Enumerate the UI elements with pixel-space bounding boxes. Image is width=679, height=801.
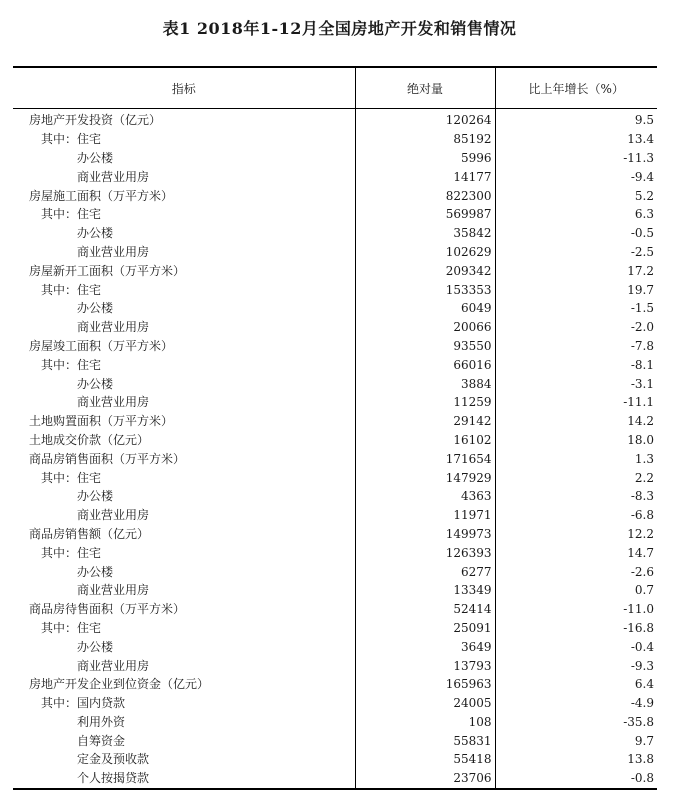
- row-label: 其中：住宅: [41, 357, 102, 372]
- row-absolute-value: 11259: [355, 393, 495, 412]
- row-label: 其中：住宅: [41, 545, 102, 560]
- row-growth-value: -35.8: [495, 713, 657, 732]
- row-absolute-value: 165963: [355, 675, 495, 694]
- row-label: 办公楼: [77, 226, 114, 241]
- row-growth-value: -7.8: [495, 337, 657, 356]
- row-label: 办公楼: [77, 301, 114, 316]
- table-row: [13, 581, 657, 600]
- table-row: [13, 619, 657, 638]
- row-absolute-value: 4363: [355, 487, 495, 506]
- table-row: [13, 525, 657, 544]
- row-absolute-value: 569987: [355, 205, 495, 224]
- row-label: 其中：住宅: [41, 470, 102, 485]
- row-label: 办公楼: [77, 564, 114, 579]
- row-label: 商业营业用房: [77, 658, 150, 673]
- row-growth-value: -11.3: [495, 149, 657, 168]
- row-absolute-value: 153353: [355, 280, 495, 299]
- table-row: [13, 393, 657, 412]
- table-row: [13, 261, 657, 280]
- table-row: [13, 750, 657, 769]
- row-growth-value: 14.2: [495, 412, 657, 431]
- table-row: [13, 167, 657, 186]
- table-row: [13, 205, 657, 224]
- row-growth-value: -0.5: [495, 224, 657, 243]
- row-label: 土地购置面积（万平方米）: [29, 414, 174, 429]
- table-row: [13, 449, 657, 468]
- row-label: 房屋施工面积（万平方米）: [29, 188, 174, 203]
- row-label: 商业营业用房: [77, 583, 150, 598]
- row-growth-value: -3.1: [495, 374, 657, 393]
- row-absolute-value: 55831: [355, 731, 495, 750]
- row-growth-value: 18.0: [495, 431, 657, 450]
- row-absolute-value: 171654: [355, 449, 495, 468]
- row-label: 办公楼: [77, 489, 114, 504]
- row-absolute-value: 25091: [355, 619, 495, 638]
- row-label: 房屋竣工面积（万平方米）: [29, 338, 174, 353]
- table-row: [13, 543, 657, 562]
- row-growth-value: 0.7: [495, 581, 657, 600]
- row-growth-value: 13.8: [495, 750, 657, 769]
- table-body: [13, 109, 657, 789]
- row-absolute-value: 822300: [355, 186, 495, 205]
- row-absolute-value: 102629: [355, 243, 495, 262]
- row-absolute-value: 11971: [355, 506, 495, 525]
- row-growth-value: 6.4: [495, 675, 657, 694]
- row-absolute-value: 85192: [355, 130, 495, 149]
- table-row: [13, 130, 657, 149]
- row-growth-value: 9.7: [495, 731, 657, 750]
- row-absolute-value: 20066: [355, 318, 495, 337]
- row-label: 办公楼: [77, 639, 114, 654]
- row-growth-value: -6.8: [495, 506, 657, 525]
- row-label: 其中：住宅: [41, 132, 102, 147]
- row-growth-value: 5.2: [495, 186, 657, 205]
- row-absolute-value: 16102: [355, 431, 495, 450]
- row-growth-value: -11.0: [495, 600, 657, 619]
- row-absolute-value: 126393: [355, 543, 495, 562]
- table-header: [13, 67, 657, 109]
- row-growth-value: -9.3: [495, 656, 657, 675]
- table-row: [13, 731, 657, 750]
- row-label: 商品房销售额（亿元）: [29, 526, 150, 541]
- row-absolute-value: 108: [355, 713, 495, 732]
- table-row: [13, 769, 657, 789]
- row-label: 商品房待售面积（万平方米）: [29, 602, 186, 617]
- row-growth-value: -2.0: [495, 318, 657, 337]
- row-absolute-value: 13793: [355, 656, 495, 675]
- table-row: [13, 506, 657, 525]
- row-label: 房屋新开工面积（万平方米）: [29, 263, 186, 278]
- table-row: [13, 637, 657, 656]
- table-row: [13, 149, 657, 168]
- row-absolute-value: 3649: [355, 637, 495, 656]
- row-growth-value: 17.2: [495, 261, 657, 280]
- row-absolute-value: 23706: [355, 769, 495, 789]
- row-label: 商业营业用房: [77, 395, 150, 410]
- row-label: 商业营业用房: [77, 320, 150, 335]
- row-growth-value: 13.4: [495, 130, 657, 149]
- table-title: 表1 2018年1-12月全国房地产开发和销售情况: [162, 19, 517, 38]
- row-growth-value: -0.4: [495, 637, 657, 656]
- row-label: 其中：国内贷款: [41, 696, 126, 711]
- row-absolute-value: 3884: [355, 374, 495, 393]
- row-label: 利用外资: [77, 714, 126, 729]
- row-growth-value: 14.7: [495, 543, 657, 562]
- row-growth-value: 1.3: [495, 449, 657, 468]
- row-growth-value: -2.5: [495, 243, 657, 262]
- row-label: 其中：住宅: [41, 207, 102, 222]
- row-label: 其中：住宅: [41, 620, 102, 635]
- table-row: [13, 109, 657, 130]
- table-row: [13, 355, 657, 374]
- table-row: [13, 468, 657, 487]
- row-growth-value: 2.2: [495, 468, 657, 487]
- header-indicator: 指标: [13, 67, 355, 109]
- statistics-table: [13, 66, 657, 790]
- row-label: 商品房销售面积（万平方米）: [29, 451, 186, 466]
- row-absolute-value: 24005: [355, 694, 495, 713]
- row-absolute-value: 55418: [355, 750, 495, 769]
- row-growth-value: 9.5: [495, 109, 657, 130]
- row-label: 个人按揭贷款: [13, 769, 355, 789]
- table-row: [13, 224, 657, 243]
- row-label: 商业营业用房: [77, 244, 150, 259]
- header-absolute: 绝对量: [355, 67, 495, 109]
- row-growth-value: -11.1: [495, 393, 657, 412]
- row-growth-value: -1.5: [495, 299, 657, 318]
- row-absolute-value: 52414: [355, 600, 495, 619]
- table-row: [13, 713, 657, 732]
- row-growth-value: 6.3: [495, 205, 657, 224]
- row-growth-value: -0.8: [495, 769, 657, 789]
- row-absolute-value: 149973: [355, 525, 495, 544]
- table-row: [13, 243, 657, 262]
- row-label: 自筹资金: [77, 733, 126, 748]
- table-row: [13, 412, 657, 431]
- table-row: [13, 374, 657, 393]
- row-absolute-value: 29142: [355, 412, 495, 431]
- table-row: [13, 562, 657, 581]
- row-absolute-value: 147929: [355, 468, 495, 487]
- table-row: [13, 600, 657, 619]
- table-row: [13, 337, 657, 356]
- table-row: [13, 431, 657, 450]
- row-absolute-value: 6049: [355, 299, 495, 318]
- table-row: [13, 487, 657, 506]
- row-absolute-value: 66016: [355, 355, 495, 374]
- table-row: [13, 318, 657, 337]
- row-growth-value: 19.7: [495, 280, 657, 299]
- row-growth-value: -4.9: [495, 694, 657, 713]
- table-row: [13, 675, 657, 694]
- row-label: 房地产开发企业到位资金（亿元）: [29, 677, 210, 692]
- row-absolute-value: 93550: [355, 337, 495, 356]
- row-absolute-value: 13349: [355, 581, 495, 600]
- row-absolute-value: 6277: [355, 562, 495, 581]
- table-row: [13, 299, 657, 318]
- row-absolute-value: 120264: [355, 109, 495, 130]
- row-label: 其中：住宅: [41, 282, 102, 297]
- row-growth-value: -2.6: [495, 562, 657, 581]
- header-row: [13, 67, 657, 109]
- table-row: [13, 656, 657, 675]
- row-label: 办公楼: [77, 376, 114, 391]
- row-growth-value: -8.3: [495, 487, 657, 506]
- table-row: [13, 186, 657, 205]
- row-absolute-value: 5996: [355, 149, 495, 168]
- row-label: 办公楼: [77, 150, 114, 165]
- row-absolute-value: 35842: [355, 224, 495, 243]
- row-label: 土地成交价款（亿元）: [29, 432, 150, 447]
- row-label: 商业营业用房: [77, 169, 150, 184]
- row-growth-value: -8.1: [495, 355, 657, 374]
- row-growth-value: 12.2: [495, 525, 657, 544]
- row-absolute-value: 209342: [355, 261, 495, 280]
- row-growth-value: -9.4: [495, 167, 657, 186]
- table-row: [13, 280, 657, 299]
- row-growth-value: -16.8: [495, 619, 657, 638]
- row-label: 定金及预收款: [77, 752, 150, 767]
- table-row: [13, 694, 657, 713]
- row-label: 商业营业用房: [77, 508, 150, 523]
- row-label: 房地产开发投资（亿元）: [29, 113, 162, 128]
- row-absolute-value: 14177: [355, 167, 495, 186]
- header-growth: 比上年增长（%）: [495, 67, 657, 109]
